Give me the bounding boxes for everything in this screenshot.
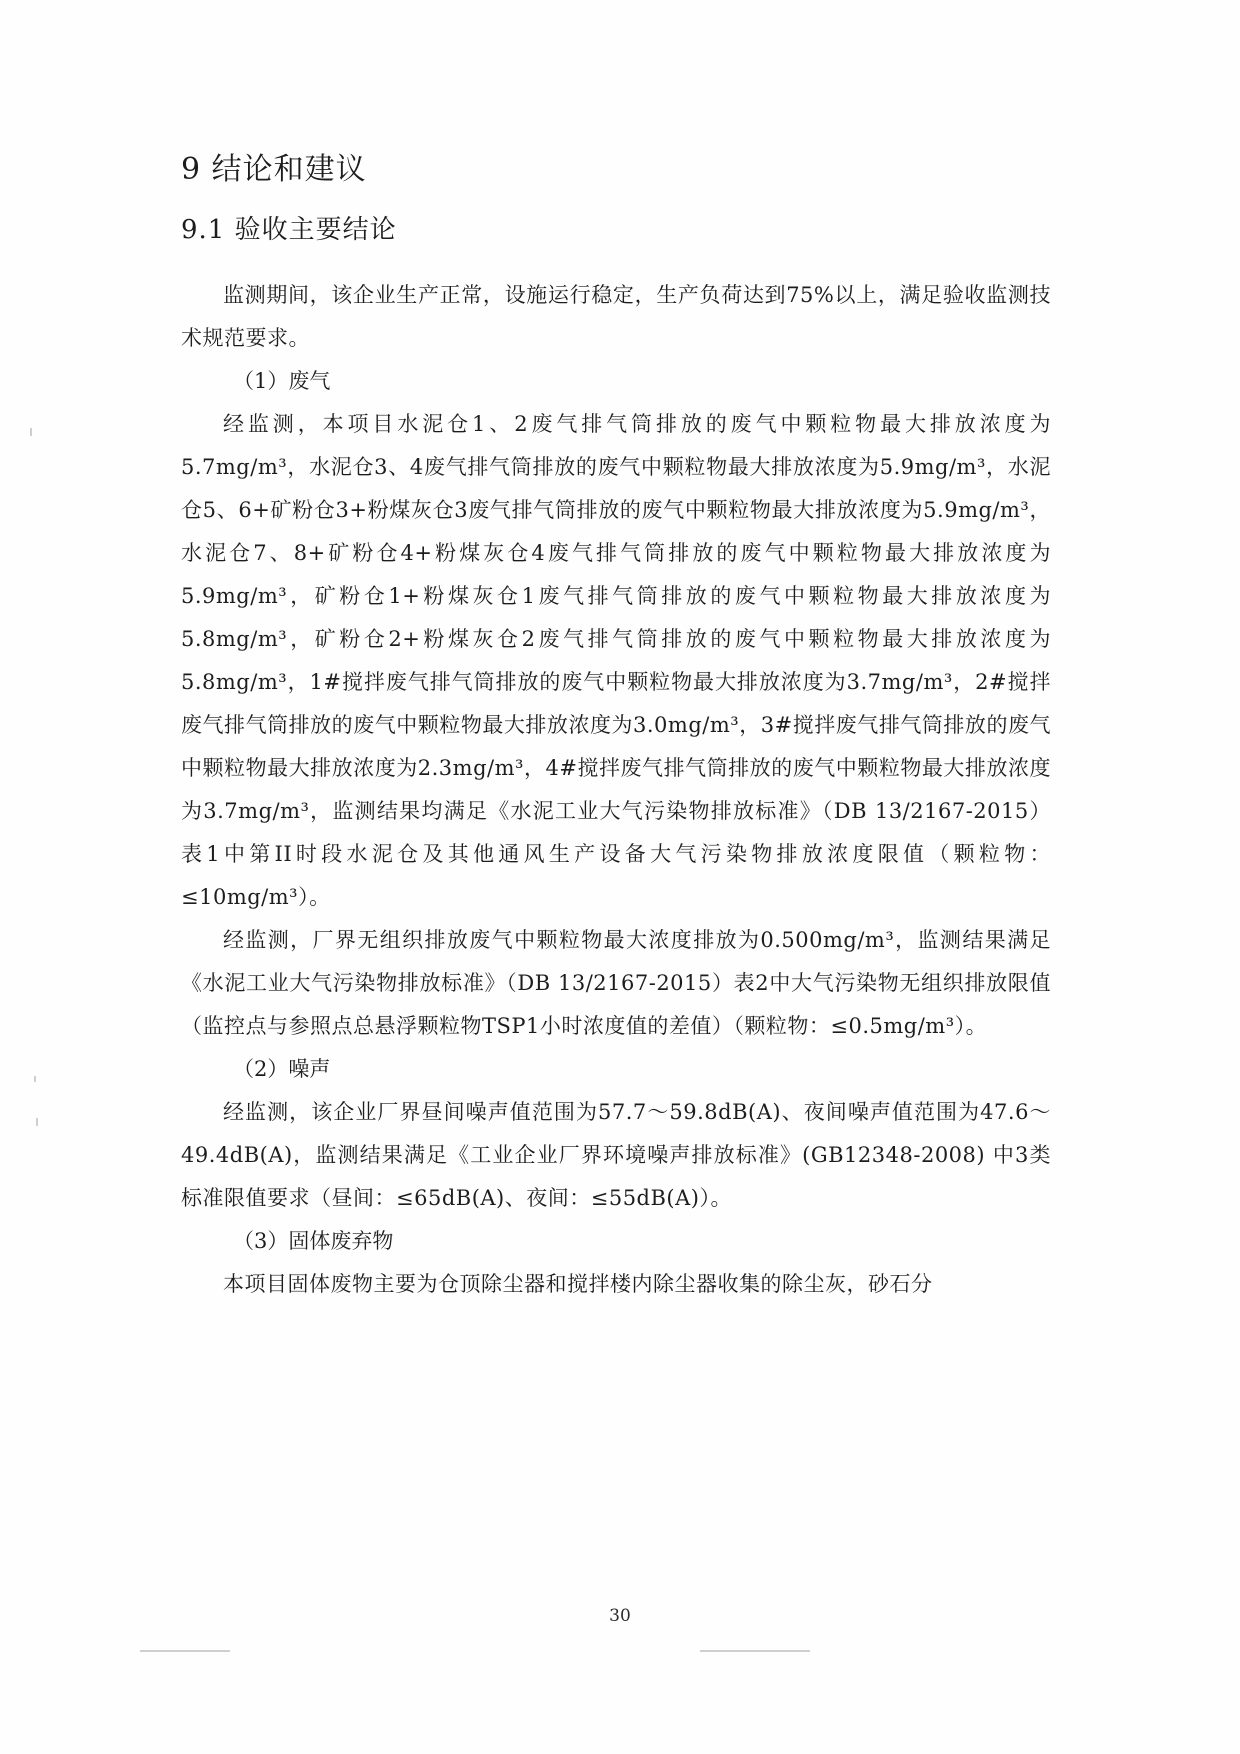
scan-artifact-left	[36, 1118, 38, 1126]
paragraph-stack-emissions: 经监测，本项目水泥仓1、2废气排气筒排放的废气中颗粒物最大排放浓度为5.7mg/m³，水泥仓3、4废气排气筒排放的废气中颗粒物最大排放浓度为5.9mg/m³，水泥仓5、6+矿粉仓3+粉煤灰仓3废气排气筒排放的废气中颗粒物最大排放浓度为5.9mg/m³，水泥仓7、8+矿粉仓4+粉煤灰仓4废气排气筒排放的废气中颗粒物最大排放浓度为5.9mg/m³，矿粉仓1+粉煤灰仓1废气排气筒排放的废气中颗粒物最大排放浓度为5.8mg/m³，矿粉仓2+粉煤灰仓2废气排气筒排放的废气中颗粒物最大排放浓度为5.8mg/m³，1#搅拌废气排气筒排放的废气中颗粒物最大排放浓度为3.7mg/m³，2#搅拌废气排气筒排放的废气中颗粒物最大排放浓度为3.0mg/m³，3#搅拌废气排气筒排放的废气中颗粒物最大排放浓度为2.3mg/m³，4#搅拌废气排气筒排放的废气中颗粒物最大排放浓度为3.7mg/m³，监测结果均满足《水泥工业大气污染物排放标准》（DB 13/2167-2015）表1中第II时段水泥仓及其他通风生产设备大气污染物排放浓度限值（颗粒物：≤10mg/m³）。	[181, 412, 1051, 909]
scan-artifact-bottom	[700, 1650, 810, 1652]
item-heading-noise: （2）噪声	[233, 1057, 331, 1081]
item-heading-waste-gas: （1）废气	[233, 369, 331, 393]
paragraph-solid-waste: 本项目固体废物主要为仓顶除尘器和搅拌楼内除尘器收集的除尘灰，砂石分	[223, 1272, 933, 1296]
item-heading-solid-waste: （3）固体废弃物	[233, 1229, 394, 1253]
page-number: 30	[609, 1606, 631, 1626]
scan-artifact-bottom	[140, 1650, 230, 1652]
paragraph-fugitive-emissions: 经监测，厂界无组织排放废气中颗粒物最大浓度排放为0.500mg/m³，监测结果满足《水泥工业大气污染物排放标准》（DB 13/2167-2015）表2中大气污染物无组织排放限值（监控点与参照点总悬浮颗粒物TSP1小时浓度值的差值）（颗粒物：≤0.5mg/m³）。	[181, 928, 1051, 1038]
subsection-heading: 9.1 验收主要结论	[181, 215, 397, 245]
scan-artifact-left	[30, 428, 32, 436]
paragraph-noise-results: 经监测，该企业厂界昼间噪声值范围为57.7～59.8dB(A)、夜间噪声值范围为47.6～49.4dB(A)，监测结果满足《工业企业厂界环境噪声排放标准》(GB12348-2008) 中3类标准限值要求（昼间：≤65dB(A)、夜间：≤55dB(A)）。	[181, 1100, 1051, 1210]
page-content	[181, 150, 1051, 1306]
section-heading: 9 结论和建议	[181, 152, 367, 187]
scan-artifact-left	[34, 1076, 36, 1082]
paragraph-load-conditions: 监测期间，该企业生产正常，设施运行稳定，生产负荷达到75%以上，满足验收监测技术规范要求。	[181, 283, 1051, 350]
